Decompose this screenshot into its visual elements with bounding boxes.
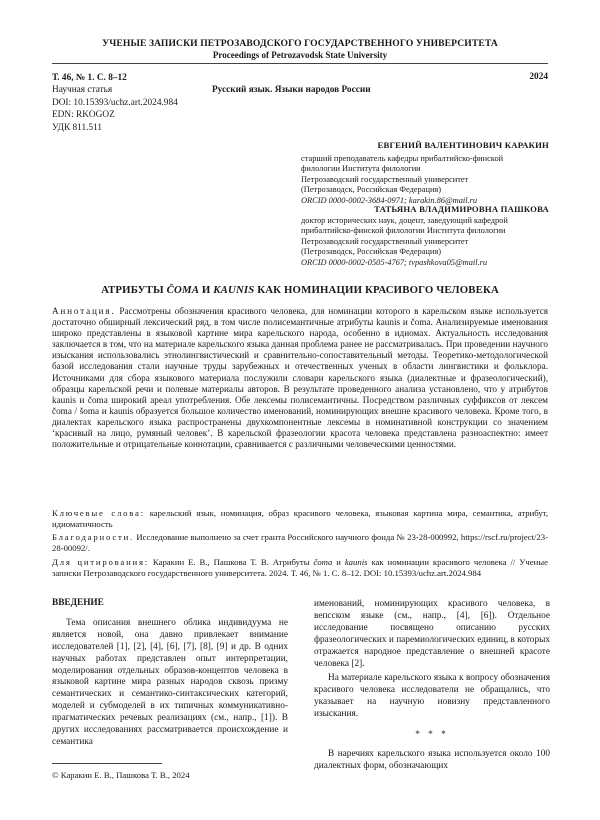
author-affiliation-line: Петрозаводский государственный университет [301, 174, 469, 184]
doi: DOI: 10.15393/uchz.art.2024.984 [52, 97, 178, 108]
footer-rule [52, 763, 162, 764]
author-affiliation-line: старший преподаватель кафедры прибалтийско-финской [301, 153, 504, 163]
citation: Для цитирования: Каракин Е. В., Пашкова Т. В. Атрибуты čoma и kaunis как номинации красивого человека // Ученые записки Петрозаводского государственного университета. 2024. Т. 46, № 1. С. 8–12. DOI: 10.15393/uchz.art.2024.984 [52, 557, 548, 578]
author-affiliation-line: прибалтийско-финской филологии Института филологии [301, 226, 506, 236]
article-type: Научная статья [52, 85, 113, 96]
keywords-label: Ключевые слова: [52, 508, 145, 518]
section-heading: ВВЕДЕНИЕ [52, 598, 104, 608]
abstract-label: Аннотация. [52, 306, 116, 316]
acknowledgments-text: Исследование выполнено за счет гранта Российского научного фонда № 23-28-000992, https://rscf.ru/project/23-28-00092/. [52, 532, 548, 553]
author-affiliation-line: (Петрозаводск, Российская Федерация) [301, 247, 442, 257]
header-rule [52, 63, 548, 64]
volume-info: Т. 46, № 1. С. 8–12 [52, 73, 127, 83]
journal-title-en: Proceedings of Petrozavodsk State University [212, 50, 388, 60]
paragraph: На материале карельского языка к вопросу обозначения красивого человека исследователи не обращались, что указывает на научную новизну представленного изыскания. [314, 673, 550, 720]
keywords [52, 508, 548, 529]
section-separator: * * * [415, 730, 449, 741]
author-affiliation-line: филологии Института филологии [301, 164, 421, 174]
citation-label: Для цитирования: [52, 557, 149, 567]
udc: УДК 811.511 [52, 122, 103, 133]
copyright: © Каракин Е. В., Пашкова Т. В., 2024 [52, 770, 190, 780]
author-affiliation-line: доктор исторических наук, доцент, заведующий кафедрой [301, 215, 508, 225]
paragraph: именований, номинирующих красивого человека, в вепсском языке (см., напр., [4], [6]). Отдельное исследование посвящено описанию русских фразеологических и паремиологических единиц, в которых отражается народное представление о внешней красоте человека [2]. [314, 599, 550, 669]
author-affiliation-line: (Петрозаводск, Российская Федерация) [301, 185, 442, 195]
author-affiliation-line: Петрозаводский государственный университет [301, 236, 469, 246]
author-orcid: ORCID 0000-0002-0505-4767; tvpashkova05@mail.ru [301, 257, 488, 267]
paragraph: В наречиях карельского языка используется около 100 диалектных форм, обозначающих [314, 748, 550, 771]
author-name: ЕВГЕНИЙ ВАЛЕНТИНОВИЧ КАРАКИН [377, 140, 549, 150]
body-column-left [52, 598, 288, 749]
author-2 [301, 204, 549, 269]
article-meta [52, 72, 178, 134]
acknowledgments [52, 532, 548, 553]
abstract-text: Рассмотрены обозначения красивого человека, для номинации которого в карельском языке используется достаточно обширный лексический ряд, в том числе полисемантичные атрибуты kaunis и čoma. Анализируемые именования широко представлены в языковой картине мира карельского народа, особенно в идиомах. Актуальность исследования заключается в том, что на материале карельского языка данная проблема ранее не рассматривалась. При проведении научного изыскания использовались этнолингвистический и сравнительно-сопоставительный методы. Теоретико-методологической базой исследования стали научные труды зарубежных и отечественных ученых в области лингвистики и фольклора. Источниками для сбора языкового материала послужили словари карельского языка (диалектные и фразеологический), образцы карельской речи и полевые материалы авторов. В результате проведенного анализа установлено, что у атрибутов kaunis и čoma широкий ареал употребления. Обе лексемы полисемантичны. Посредством различных суффиксов от лексем čoma / šoma и kaunis образуется большое количество именований, номинирующих внешне красивого человека. Кроме того, в диалектах карельского языка распространены двухкомпонентные лексемы в номинативной конструкции со значением ‘красивый на лицо, румяный человек’. В карельской фразеологии красота человека представлена разноаспектно: имеет положительные и отрицательные коннотации, сравнивается с различными человеческими ценностями. [52, 306, 549, 450]
author-orcid: ORCID 0000-0002-3684-0971; karakin.86@mail.ru [301, 195, 478, 205]
acknowledgments-label: Благодарности. [52, 532, 135, 542]
section-title: Русский язык. Языки народов России [212, 84, 371, 95]
journal-header [0, 38, 600, 60]
author-name: ТАТЬЯНА ВЛАДИМИРОВНА ПАШКОВА [374, 204, 549, 214]
paragraph: Тема описания внешнего облика индивидуума не является новой, она давно привлекает внимание исследователей [1], [2], [4], [6], [7], [8], [9] и др. В одних научных работах представлен опыт интерпретации, моделирования отдельных образов-концептов человека в языковой картине мира разных народов сквозь призму семантических и семантико-синтаксических категорий, моделей и субмоделей в их типичных коммуникативно-прагматических речевых реализациях (см., напр., [1]). В других исследованиях рассматривается происхождение и семантика [52, 617, 288, 747]
journal-title-ru: УЧЕНЫЕ ЗАПИСКИ ПЕТРОЗАВОДСКОГО ГОСУДАРСТВЕННОГО УНИВЕРСИТЕТА [102, 38, 498, 49]
abstract [52, 306, 548, 450]
edn: EDN: RKOGOZ [52, 110, 115, 121]
body-column-right [314, 599, 550, 773]
keywords-text: карельский язык, номинация, образ красивого человека, языковая картина мира, семантика, атрибут, идиоматичность [52, 508, 548, 529]
year: 2024 [529, 72, 548, 82]
author-1 [301, 140, 549, 207]
article-title: АТРИБУТЫ ČOMA И KAUNIS КАК НОМИНАЦИИ КРАСИВОГО ЧЕЛОВЕКА [101, 284, 499, 296]
